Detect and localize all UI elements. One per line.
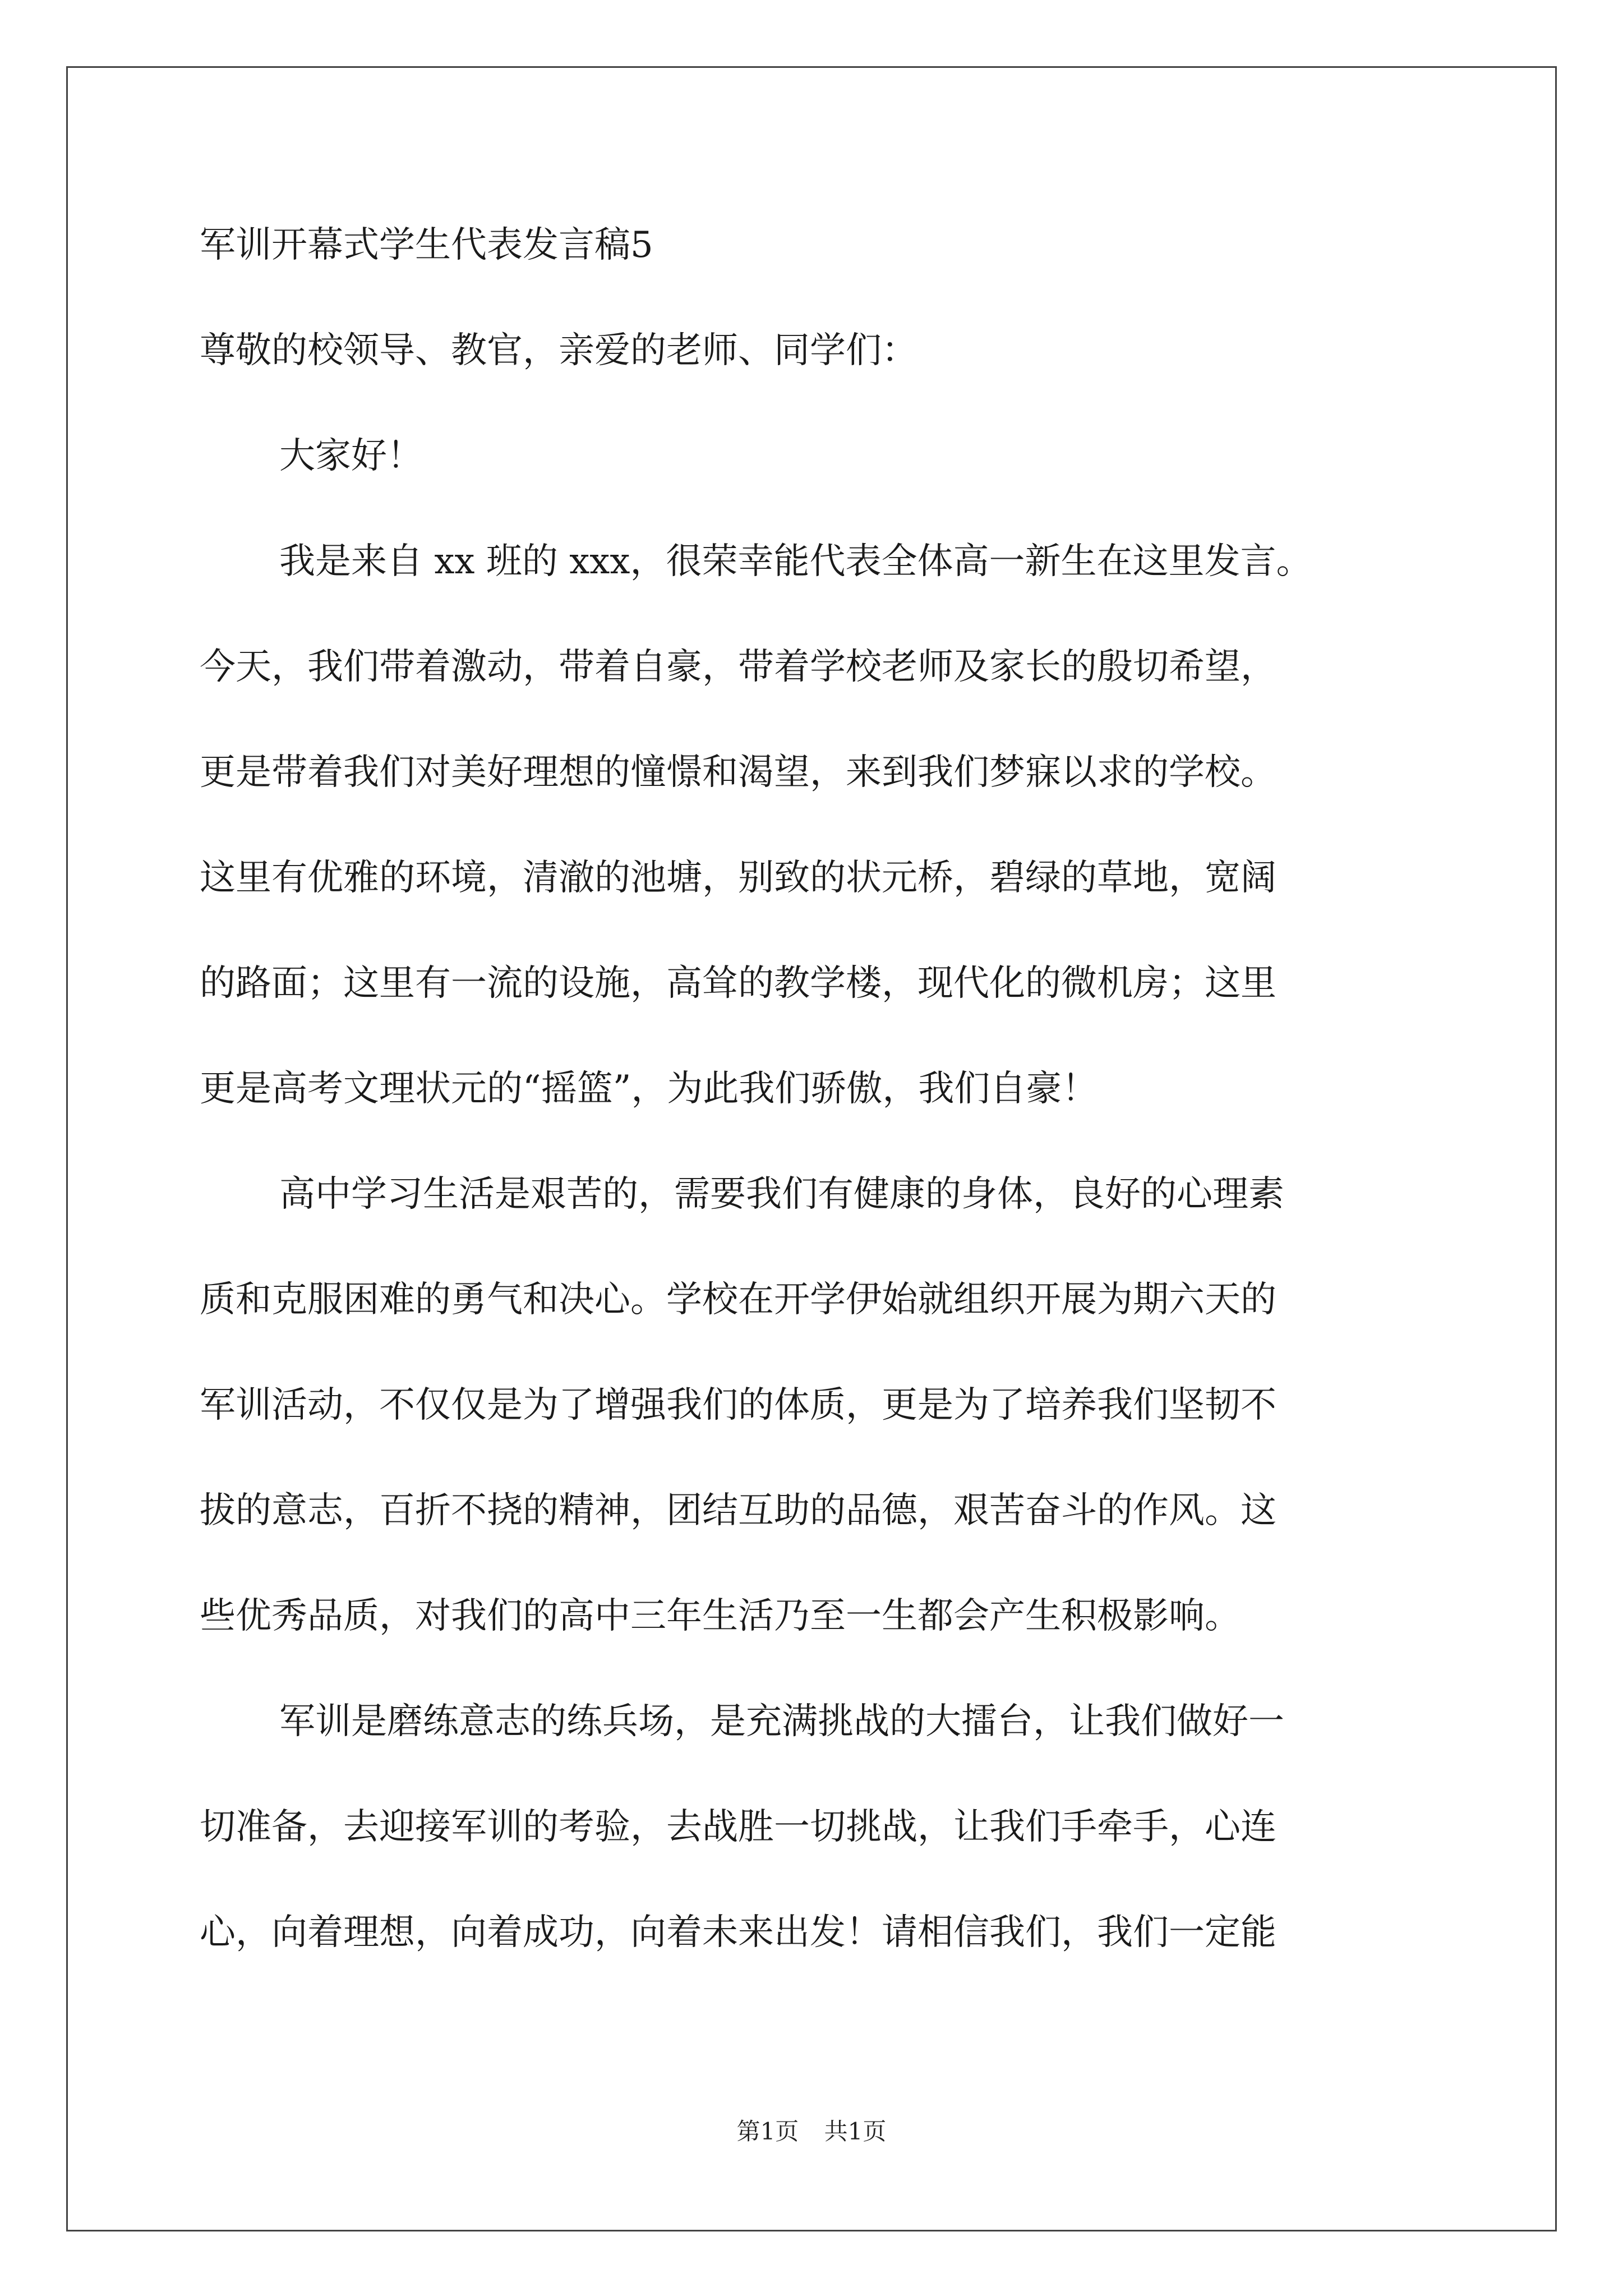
page-total: 共1页 (824, 2118, 887, 2145)
document-title: 军训开幕式学生代表发言稿5 (200, 224, 653, 266)
page-number: 第1页 (736, 2118, 799, 2145)
text-line-3: 我是来自 xx 班的 xxx，很荣幸能代表全体高一新生在这里发言。 (279, 541, 1312, 582)
text-line-14: 军训是磨练意志的练兵场，是充满挑战的大擂台，让我们做好一 (279, 1701, 1284, 1742)
text-line-16: 心，向着理想，向着成功，向着未来出发！请相信我们，我们一定能 (200, 1912, 1276, 1953)
page-footer (0, 2115, 1623, 2148)
text-line-1: 尊敬的校领导、教官，亲爱的老师、同学们： (200, 330, 917, 371)
text-line-9: 高中学习生活是艰苦的，需要我们有健康的身体，良好的心理素 (279, 1174, 1284, 1215)
text-line-10: 质和克服困难的勇气和决心。学校在开学伊始就组织开展为期六天的 (200, 1279, 1276, 1320)
text-line-7: 的路面；这里有一流的设施，高耸的教学楼，现代化的微机房；这里 (200, 963, 1276, 1004)
text-line-2: 大家好！ (279, 435, 423, 477)
text-line-11: 军训活动，不仅仅是为了增强我们的体质，更是为了培养我们坚韧不 (200, 1384, 1276, 1426)
document-body (200, 219, 1484, 2012)
text-line-5: 更是带着我们对美好理想的憧憬和渴望，来到我们梦寐以求的学校。 (200, 752, 1276, 793)
text-line-8: 更是高考文理状元的“摇篮”，为此我们骄傲，我们自豪！ (200, 1068, 1098, 1110)
text-line-13: 些优秀品质，对我们的高中三年生活乃至一生都会产生积极影响。 (200, 1595, 1241, 1637)
text-line-12: 拔的意志，百折不挠的精神，团结互助的品德，艰苦奋斗的作风。这 (200, 1490, 1276, 1531)
text-line-6: 这里有优雅的环境，清澈的池塘，别致的状元桥，碧绿的草地，宽阔 (200, 857, 1276, 899)
text-line-4: 今天，我们带着激动，带着自豪，带着学校老师及家长的殷切希望， (200, 646, 1276, 688)
text-line-15: 切准备，去迎接军训的考验，去战胜一切挑战，让我们手牵手，心连 (200, 1806, 1276, 1848)
